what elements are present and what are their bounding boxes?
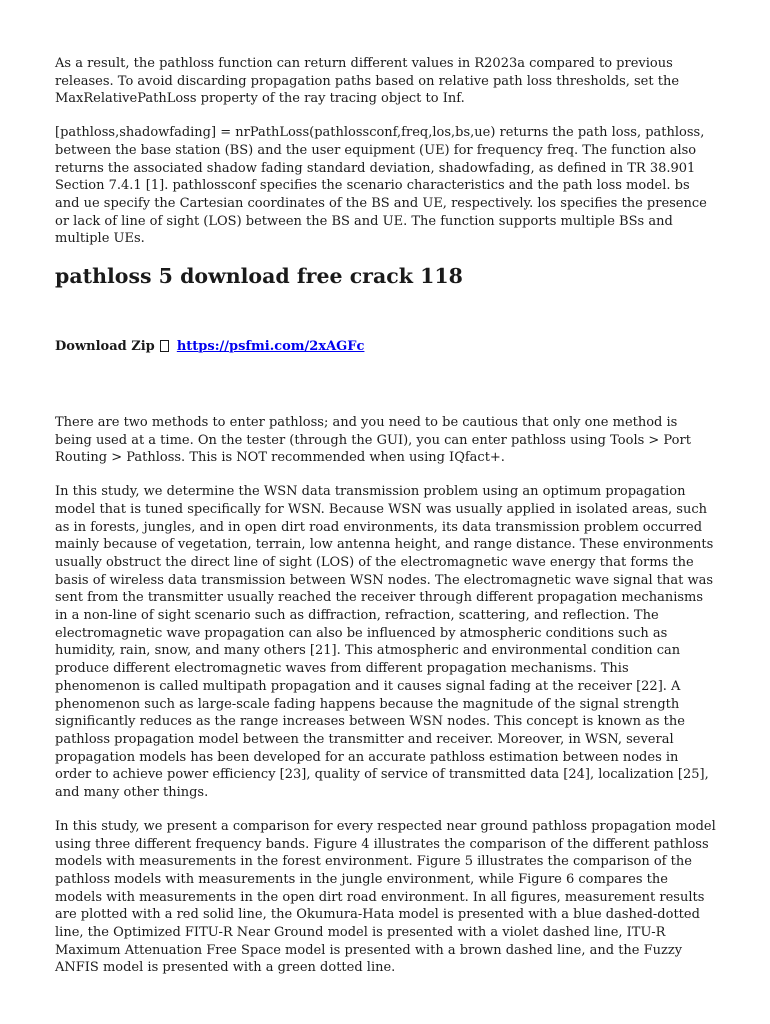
download-label: Download Zip — [55, 339, 155, 355]
paragraph-release-note: As a result, the pathloss function can return different values in R2023a compared to previous releases. To avoid discarding propagation paths based on relative path loss thresholds, set the MaxRelativePathLoss property of the ray tracing object to Inf. — [55, 56, 680, 107]
paragraph-methods: There are two methods to enter pathloss; and you need to be cautious that only one method is being used at a time. On the tester (through the GUI), you can enter pathloss using Tools > Port Routing > Pathloss. This is NOT recommended when using IQfact+. — [55, 415, 691, 466]
download-link[interactable]: https://psfmi.com/2xAGFc — [176, 339, 365, 355]
paragraph-function-description: [pathloss,shadowfading] = nrPathLoss(pathlossconf,freq,los,bs,ue) returns the path loss, pathloss, between the base station (BS) and the user equipment (UE) for frequency freq. The function also returns the associated shadow fading standard deviation, shadowfading, as defined in TR 38.901 Section 7.4.1 [1]. pathlossconf specifies the scenario characteristics and the path loss model. bs and ue specify the Cartesian coordinates of the BS and UE, respectively. los specifies the presence or lack of line of sight (LOS) between the BS and UE. The function supports multiple BSs and multiple UEs. — [55, 125, 707, 247]
spacer — [55, 356, 716, 414]
missing-glyph-icon — [160, 340, 169, 352]
paragraph-comparison: In this study, we present a comparison for every respected near ground pathloss propagation model using three different frequency bands. Figure 4 illustrates the comparison of the different pathloss models with measurements in the forest environment. Figure 5 illustrates the comparison of the pathloss models with measurements in the jungle environment, while Figure 6 compares the models with measurements in the open dirt road environment. In all figures, measurement results are plotted with a red solid line, the Okumura-Hata model is presented with a blue dashed-dotted line, the Optimized FITU-R Near Ground model is presented with a violet dashed line, ITU-R Maximum Attenuation Free Space model is presented with a brown dashed line, and the Fuzzy ANFIS model is presented with a green dotted line. — [55, 818, 716, 976]
document-page — [55, 55, 716, 993]
download-line — [55, 338, 716, 356]
paragraph-wsn-study: In this study, we determine the WSN data transmission problem using an optimum propagation model that is tuned specifically for WSN. Because WSN was usually applied in isolated areas, such as in forests, jungles, and in open dirt road environments, its data transmission problem occurred mainly because of vegetation, terrain, low antenna height, and range distance. These environments usually obstruct the direct line of sight (LOS) of the electromagnetic wave energy that forms the basis of wireless data transmission between WSN nodes. The electromagnetic wave signal that was sent from the transmitter usually reached the receiver through different propagation mechanisms in a non-line of sight scenario such as diffraction, refraction, scattering, and reflection. The electromagnetic wave propagation can also be influenced by atmospheric conditions such as humidity, rain, snow, and many others [21]. This atmospheric and environmental condition can produce different electromagnetic waves from different propagation mechanisms. This phenomenon is called multipath propagation and it causes signal fading at the receiver [22]. A phenomenon such as large-scale fading happens because the magnitude of the signal strength significantly reduces as the range increases between WSN nodes. This concept is known as the pathloss propagation model between the transmitter and receiver. Moreover, in WSN, several propagation models has been developed for an accurate pathloss estimation between nodes in order to achieve power efficiency [23], quality of service of transmitted data [24], localization [25], and many other things. — [55, 484, 714, 801]
page-heading: pathloss 5 download free crack 118 — [55, 264, 463, 289]
